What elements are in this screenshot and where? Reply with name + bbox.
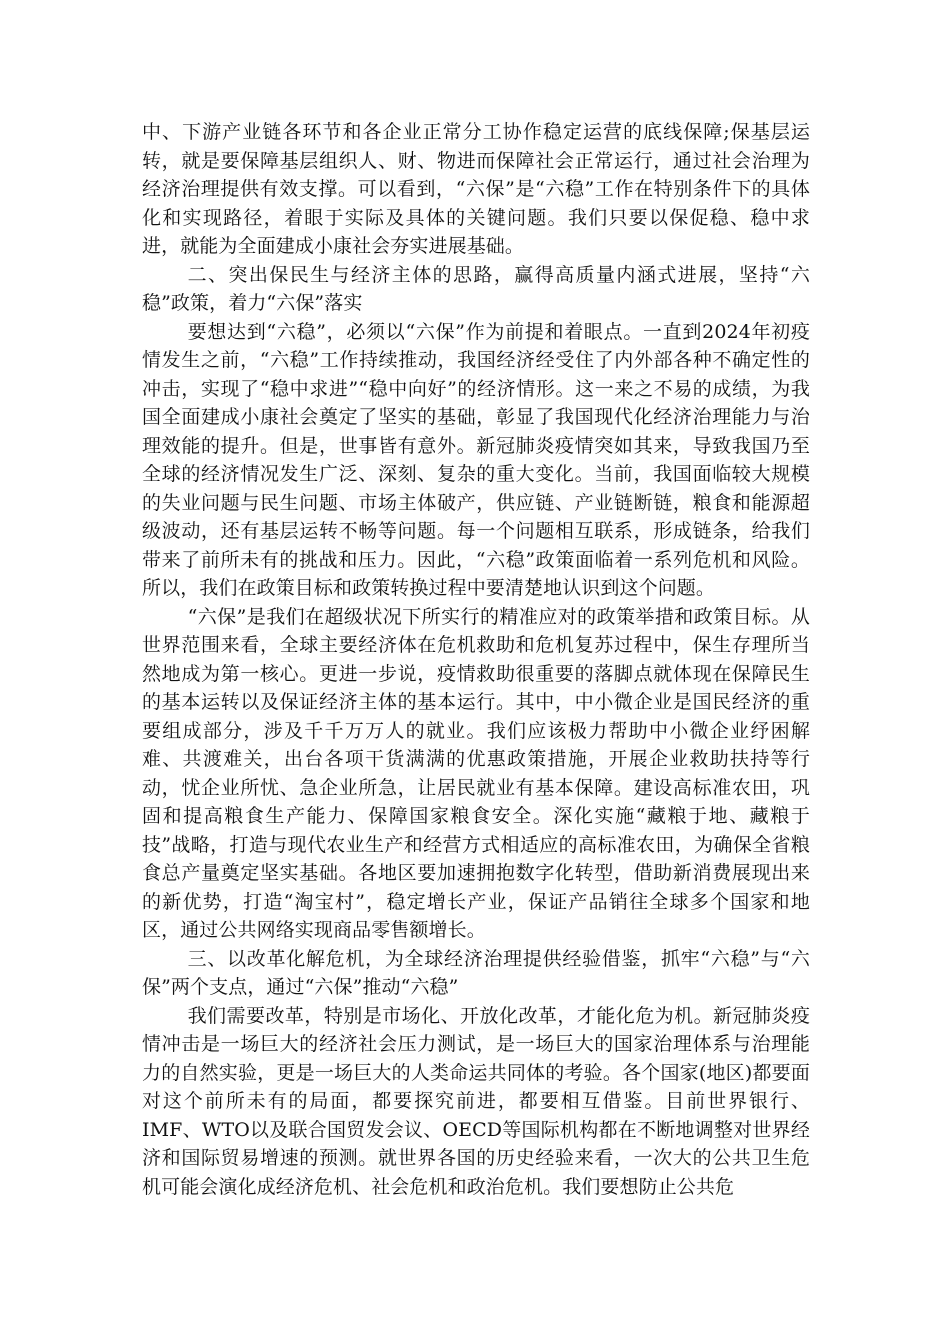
- paragraph-4: “六保”是我们在超级状况下所实行的精准应对的政策举措和政策目标。从世界范围来看，全球主要经济体在危机救助和危机复苏过程中，保生存理所当然地成为第一核心。更进一步说，疫情救助很重要的落脚点就体现在保障民生的基本运转以及保证经济主体的基本运行。其中，中小微企业是国民经济的重要组成部分，涉及千千万万人的就业。我们应该极力帮助中小微企业纾困解难、共渡难关，出台各项干货满满的优惠政策措施，开展企业救助扶持等行动，忧企业所忧、急企业所急，让居民就业有基本保障。建设高标准农田，巩固和提高粮食生产能力、保障国家粮食安全。深化实施“藏粮于地、藏粮于技”战略，打造与现代农业生产和经营方式相适应的高标准农田，为确保全省粮食总产量奠定坚实基础。各地区要加速拥抱数字化转型，借助新消费展现出来的新优势，打造“淘宝村”，稳定增长产业，保证产品销往全球多个国家和地区，通过公共网络实现商品零售额增长。: [142, 605, 810, 941]
- section-heading-2: 二、突出保民生与经济主体的思路，赢得高质量内涵式进展，坚持“六稳”政策，着力“六保”落实: [142, 263, 810, 314]
- paragraph-1: 中、下游产业链各环节和各企业正常分工协作稳定运营的底线保障;保基层运转，就是要保障基层组织人、财、物进而保障社会正常运行，通过社会治理为经济治理提供有效支撑。可以看到，“六保”是“六稳”工作在特别条件下的具体化和实现路径，着眼于实际及具体的关键问题。我们只要以保促稳、稳中求进，就能为全面建成小康社会夯实进展基础。: [142, 121, 810, 257]
- paragraph-6: 我们需要改革，特别是市场化、开放化改革，才能化危为机。新冠肺炎疫情冲击是一场巨大的经济社会压力测试，是一场巨大的国家治理体系与治理能力的自然实验，更是一场巨大的人类命运共同体的考验。各个国家(地区)都要面对这个前所未有的局面，都要探究前进，都要相互借鉴。目前世界银行、IMF、WTO以及联合国贸发会议、OECD等国际机构都在不断地调整对世界经济和国际贸易增速的预测。就世界各国的历史经验来看，一次大的公共卫生危机可能会演化成经济危机、社会危机和政治危机。我们要想防止公共危: [142, 1004, 810, 1198]
- paragraph-3: 要想达到“六稳”，必须以“六保”作为前提和着眼点。一直到2024年初疫情发生之前，“六稳”工作持续推动，我国经济经受住了内外部各种不确定性的冲击，实现了“稳中求进”“稳中向好”的经济情形。这一来之不易的成绩，为我国全面建成小康社会奠定了坚实的基础，彰显了我国现代化经济治理能力与治理效能的提升。但是，世事皆有意外。新冠肺炎疫情突如其来，导致我国乃至全球的经济情况发生广泛、深刻、复杂的重大变化。当前，我国面临较大规模的失业问题与民生问题、市场主体破产，供应链、产业链断链，粮食和能源超级波动，还有基层运转不畅等问题。每一个问题相互联系，形成链条，给我们带来了前所未有的挑战和压力。因此，“六稳”政策面临着一系列危机和风险。所以，我们在政策目标和政策转换过程中要清楚地认识到这个问题。: [142, 320, 810, 599]
- section-heading-3: 三、以改革化解危机，为全球经济治理提供经验借鉴，抓牢“六稳”与“六保”两个支点，通过“六保”推动“六稳”: [142, 947, 810, 998]
- document-page: [142, 118, 810, 1201]
